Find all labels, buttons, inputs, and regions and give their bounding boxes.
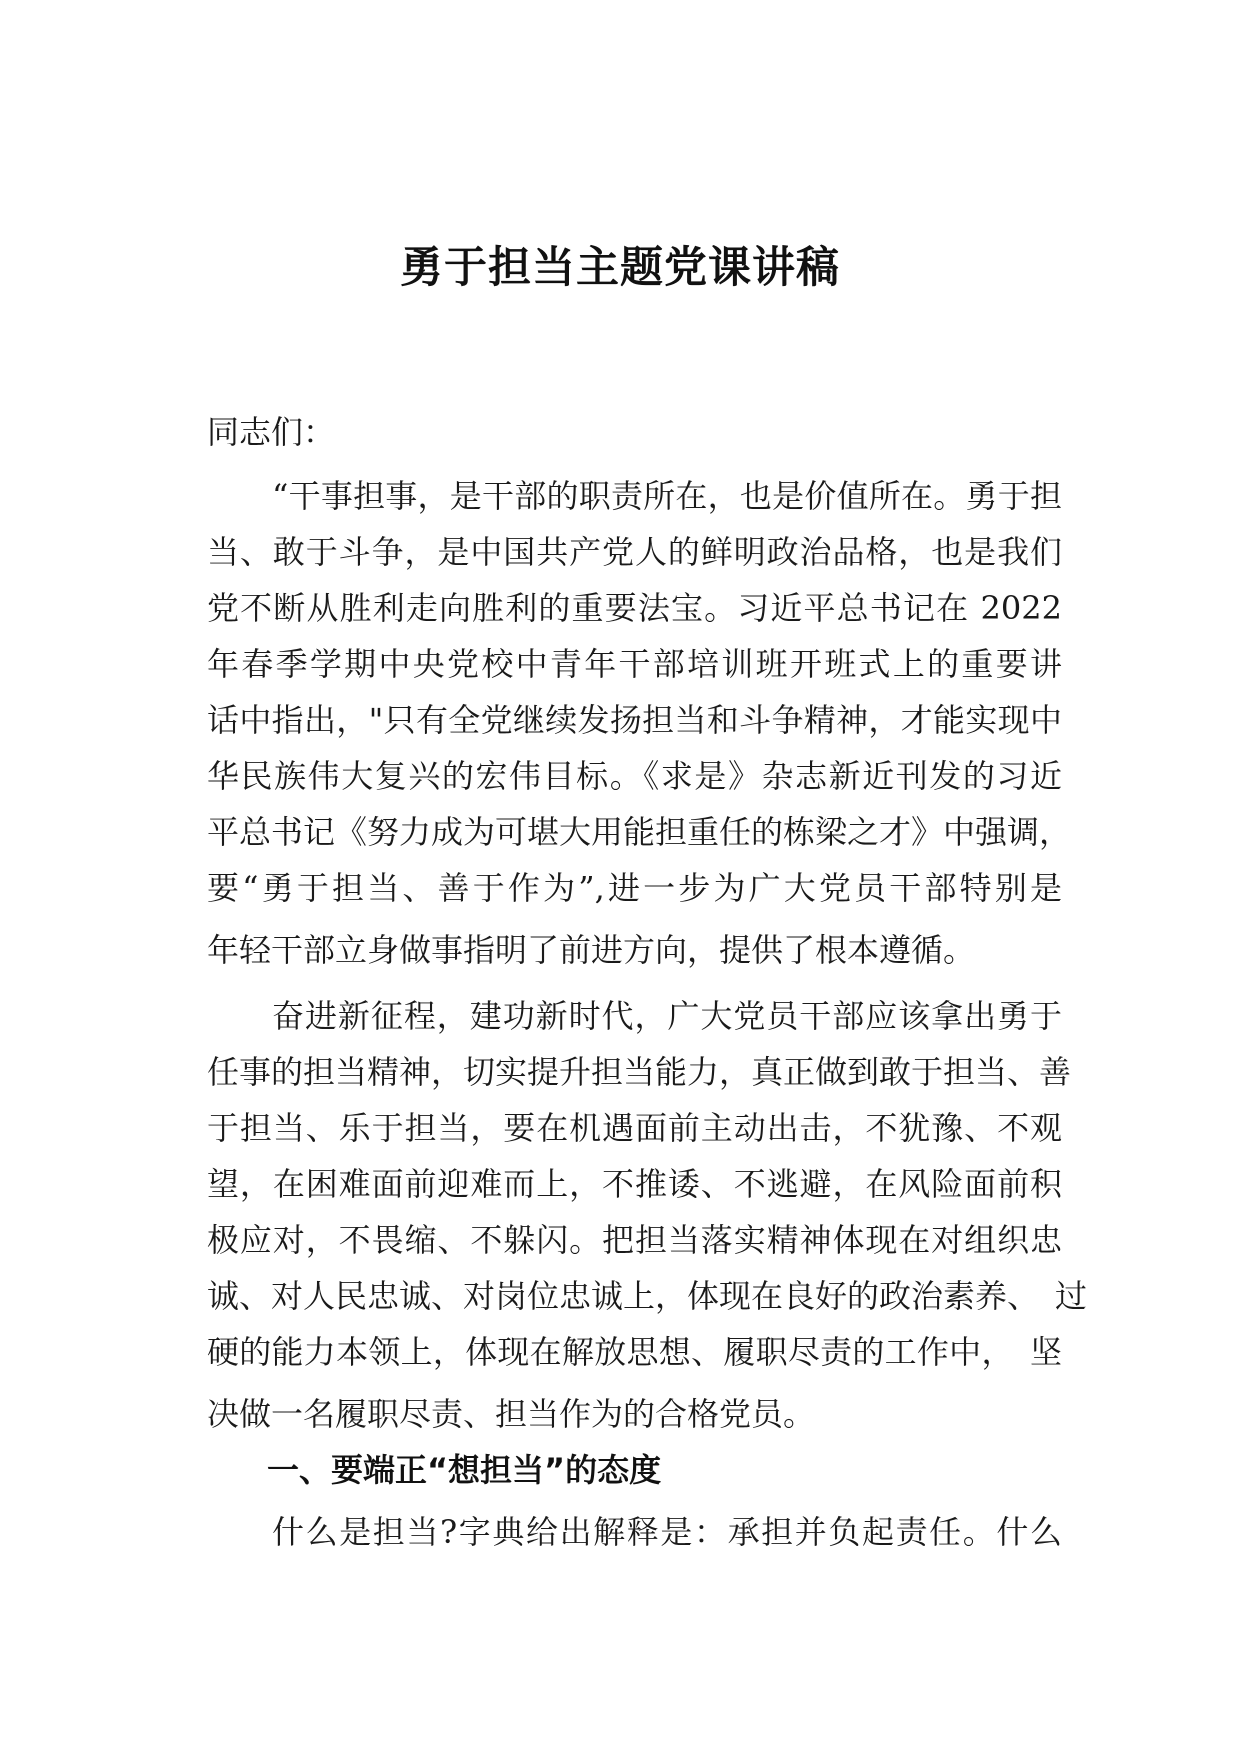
document-title: 勇于担当主题党课讲稿 [400, 243, 840, 293]
paragraph-line: 年春季学期中央党校中青年干部培训班开班式上的重要讲 [207, 645, 1062, 683]
paragraph-line: 望，在困难面前迎难而上，不推诿、不逃避，在风险面前积 [207, 1165, 1062, 1203]
paragraph-line: 硬的能力本领上，体现在解放思想、履职尽责的工作中， 坚 [207, 1333, 1062, 1371]
paragraph-line: 决做一名履职尽责、担当作为的合格党员。 [207, 1395, 816, 1433]
paragraph-line: 什么是担当?字典给出解释是：承担并负起责任。什么 [272, 1513, 1062, 1551]
paragraph-line: 于担当、乐于担当，要在机遇面前主动出击，不犹豫、不观 [207, 1109, 1062, 1147]
paragraph-line: 奋进新征程，建功新时代，广大党员干部应该拿出勇于 [272, 997, 1062, 1035]
paragraph-line: 诚、对人民忠诚、对岗位忠诚上，体现在良好的政治素养、 过 [207, 1277, 1088, 1315]
paragraph-line: 任事的担当精神，切实提升担当能力，真正做到敢于担当、善 [207, 1053, 1072, 1091]
paragraph-line: 华民族伟大复兴的宏伟目标。《求是》杂志新近刊发的习近 [207, 757, 1062, 795]
paragraph-line: 党不断从胜利走向胜利的重要法宝。习近平总书记在 2022 [207, 589, 1062, 627]
paragraph-line: 极应对，不畏缩、不躲闪。把担当落实精神体现在对组织忠 [207, 1221, 1062, 1259]
paragraph-line: “干事担事，是干部的职责所在，也是价值所在。勇于担 [272, 477, 1062, 515]
paragraph-line: 年轻干部立身做事指明了前进方向，提供了根本遵循。 [207, 931, 976, 969]
section-heading: 一、要端正“想担当”的态度 [267, 1451, 662, 1489]
paragraph-line: 话中指出，"只有全党继续发扬担当和斗争精神，才能实现中 [207, 701, 1062, 739]
salutation: 同志们： [207, 413, 336, 451]
paragraph-line: 要“勇于担当、善于作为”,进一步为广大党员干部特别是 [207, 869, 1062, 907]
paragraph-line: 平总书记《努力成为可堪大用能担重任的栋梁之才》中强调， [207, 813, 1072, 851]
paragraph-line: 当、敢于斗争，是中国共产党人的鲜明政治品格，也是我们 [207, 533, 1062, 571]
